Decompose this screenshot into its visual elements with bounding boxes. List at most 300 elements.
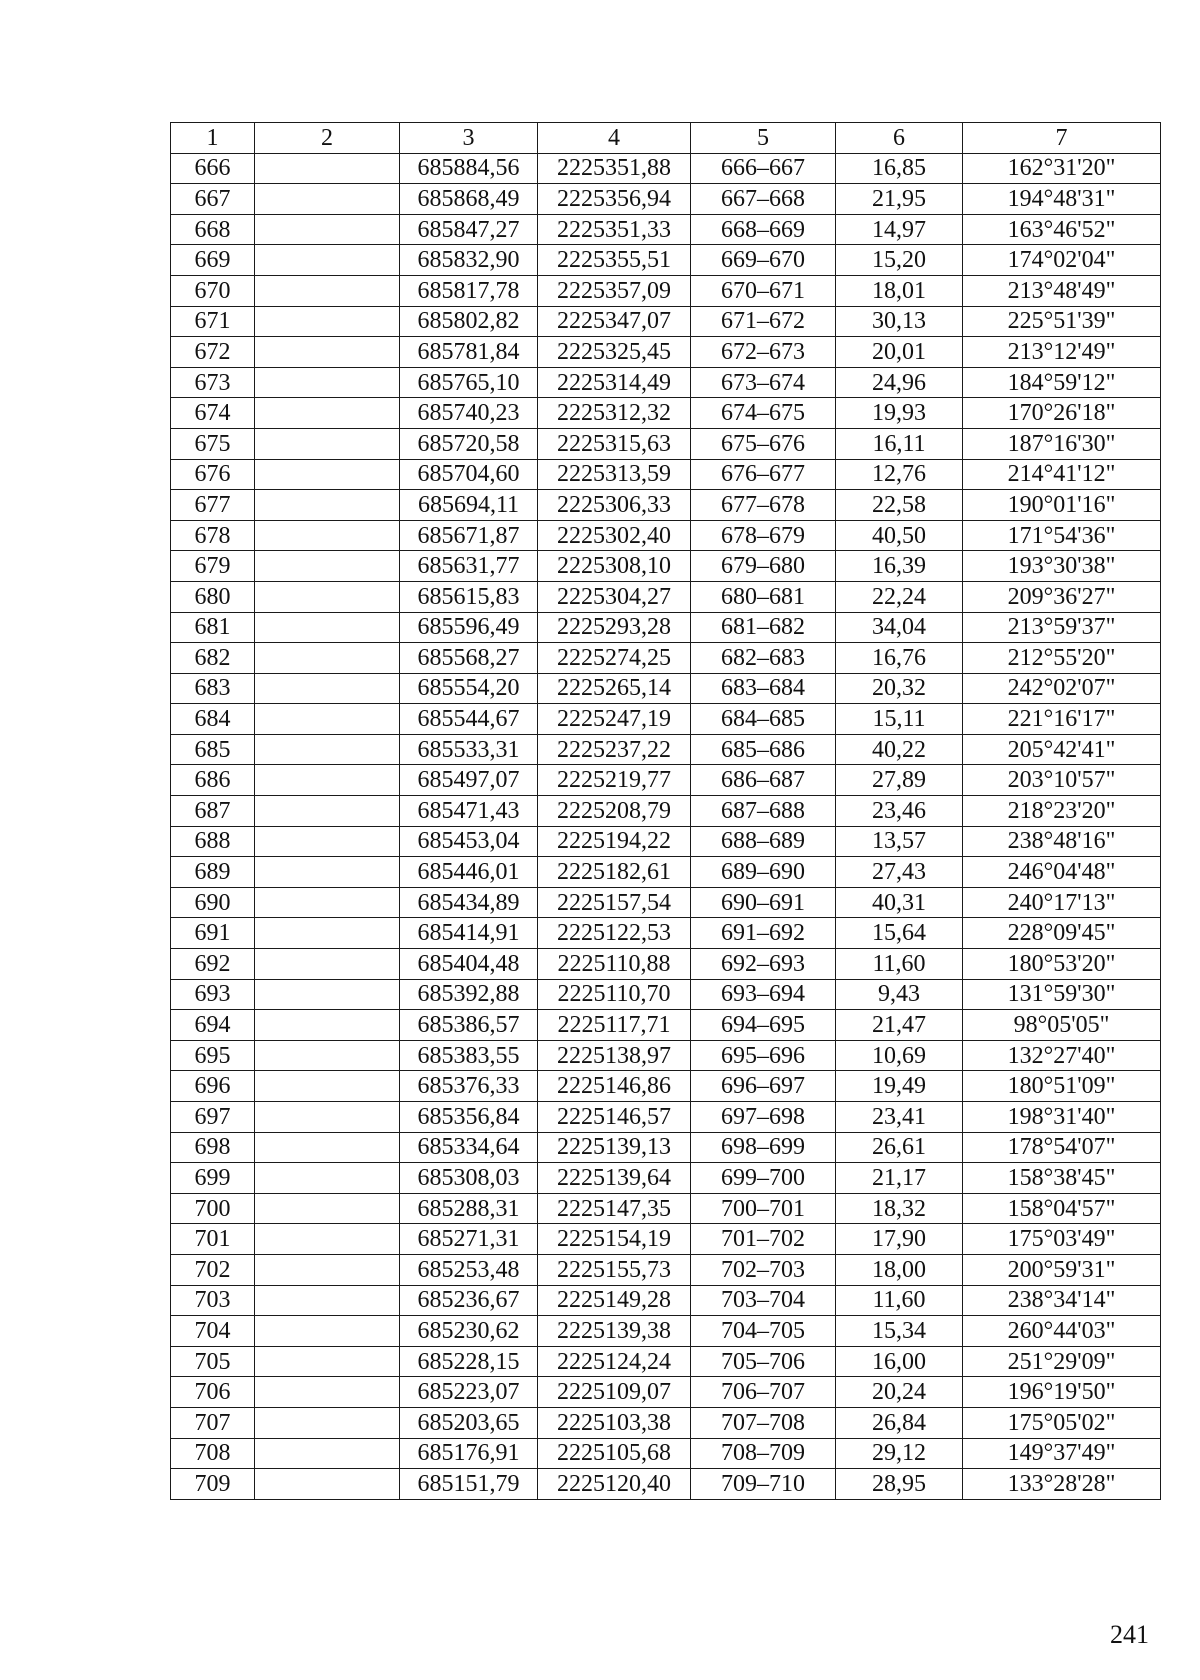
cell-distance: 18,01 bbox=[836, 275, 963, 306]
table-row bbox=[171, 184, 1161, 215]
table-row bbox=[171, 765, 1161, 796]
cell-bearing: 213°59'37" bbox=[963, 612, 1161, 643]
cell-column-2 bbox=[255, 520, 400, 551]
cell-bearing: 180°53'20" bbox=[963, 949, 1161, 980]
cell-point-number: 693 bbox=[171, 979, 255, 1010]
cell-x-coordinate: 685554,20 bbox=[400, 673, 538, 704]
cell-segment: 703–704 bbox=[691, 1285, 836, 1316]
cell-x-coordinate: 685434,89 bbox=[400, 887, 538, 918]
cell-distance: 40,50 bbox=[836, 520, 963, 551]
cell-bearing: 205°42'41" bbox=[963, 734, 1161, 765]
cell-bearing: 133°28'28" bbox=[963, 1469, 1161, 1500]
cell-column-2 bbox=[255, 1438, 400, 1469]
cell-point-number: 688 bbox=[171, 826, 255, 857]
cell-distance: 11,60 bbox=[836, 949, 963, 980]
cell-bearing: 175°05'02" bbox=[963, 1407, 1161, 1438]
header-cell-4: 4 bbox=[538, 123, 691, 154]
cell-y-coordinate: 2225355,51 bbox=[538, 245, 691, 276]
cell-x-coordinate: 685334,64 bbox=[400, 1132, 538, 1163]
cell-y-coordinate: 2225149,28 bbox=[538, 1285, 691, 1316]
header-cell-1: 1 bbox=[171, 123, 255, 154]
cell-x-coordinate: 685497,07 bbox=[400, 765, 538, 796]
cell-y-coordinate: 2225357,09 bbox=[538, 275, 691, 306]
cell-point-number: 667 bbox=[171, 184, 255, 215]
table-row bbox=[171, 1224, 1161, 1255]
cell-point-number: 709 bbox=[171, 1469, 255, 1500]
table-row bbox=[171, 887, 1161, 918]
cell-bearing: 158°38'45" bbox=[963, 1163, 1161, 1194]
cell-bearing: 174°02'04" bbox=[963, 245, 1161, 276]
table-row bbox=[171, 643, 1161, 674]
table-row bbox=[171, 979, 1161, 1010]
cell-x-coordinate: 685631,77 bbox=[400, 551, 538, 582]
cell-segment: 701–702 bbox=[691, 1224, 836, 1255]
cell-segment: 675–676 bbox=[691, 428, 836, 459]
cell-segment: 694–695 bbox=[691, 1010, 836, 1041]
cell-x-coordinate: 685356,84 bbox=[400, 1102, 538, 1133]
cell-bearing: 184°59'12" bbox=[963, 367, 1161, 398]
cell-distance: 16,00 bbox=[836, 1346, 963, 1377]
cell-distance: 24,96 bbox=[836, 367, 963, 398]
cell-point-number: 675 bbox=[171, 428, 255, 459]
cell-point-number: 699 bbox=[171, 1163, 255, 1194]
cell-point-number: 701 bbox=[171, 1224, 255, 1255]
table-row bbox=[171, 1010, 1161, 1041]
cell-point-number: 689 bbox=[171, 857, 255, 888]
page-number: 241 bbox=[1110, 1620, 1149, 1649]
cell-bearing: 203°10'57" bbox=[963, 765, 1161, 796]
cell-y-coordinate: 2225124,24 bbox=[538, 1346, 691, 1377]
cell-y-coordinate: 2225146,86 bbox=[538, 1071, 691, 1102]
cell-segment: 692–693 bbox=[691, 949, 836, 980]
header-cell-6: 6 bbox=[836, 123, 963, 154]
cell-bearing: 221°16'17" bbox=[963, 704, 1161, 735]
cell-bearing: 149°37'49" bbox=[963, 1438, 1161, 1469]
cell-x-coordinate: 685720,58 bbox=[400, 428, 538, 459]
cell-x-coordinate: 685151,79 bbox=[400, 1469, 538, 1500]
cell-segment: 688–689 bbox=[691, 826, 836, 857]
cell-point-number: 684 bbox=[171, 704, 255, 735]
cell-x-coordinate: 685694,11 bbox=[400, 490, 538, 521]
cell-point-number: 685 bbox=[171, 734, 255, 765]
cell-y-coordinate: 2225306,33 bbox=[538, 490, 691, 521]
table-row bbox=[171, 1254, 1161, 1285]
cell-segment: 708–709 bbox=[691, 1438, 836, 1469]
cell-bearing: 218°23'20" bbox=[963, 796, 1161, 827]
cell-bearing: 163°46'52" bbox=[963, 214, 1161, 245]
cell-y-coordinate: 2225315,63 bbox=[538, 428, 691, 459]
cell-y-coordinate: 2225351,88 bbox=[538, 153, 691, 184]
cell-point-number: 694 bbox=[171, 1010, 255, 1041]
cell-point-number: 683 bbox=[171, 673, 255, 704]
table-row bbox=[171, 581, 1161, 612]
cell-y-coordinate: 2225219,77 bbox=[538, 765, 691, 796]
cell-bearing: 214°41'12" bbox=[963, 459, 1161, 490]
cell-point-number: 692 bbox=[171, 949, 255, 980]
cell-bearing: 131°59'30" bbox=[963, 979, 1161, 1010]
cell-distance: 21,47 bbox=[836, 1010, 963, 1041]
cell-distance: 9,43 bbox=[836, 979, 963, 1010]
cell-y-coordinate: 2225139,13 bbox=[538, 1132, 691, 1163]
cell-y-coordinate: 2225274,25 bbox=[538, 643, 691, 674]
cell-point-number: 700 bbox=[171, 1193, 255, 1224]
cell-y-coordinate: 2225105,68 bbox=[538, 1438, 691, 1469]
cell-point-number: 690 bbox=[171, 887, 255, 918]
cell-column-2 bbox=[255, 1040, 400, 1071]
cell-x-coordinate: 685765,10 bbox=[400, 367, 538, 398]
cell-column-2 bbox=[255, 612, 400, 643]
cell-distance: 13,57 bbox=[836, 826, 963, 857]
cell-segment: 707–708 bbox=[691, 1407, 836, 1438]
table-row bbox=[171, 734, 1161, 765]
cell-point-number: 703 bbox=[171, 1285, 255, 1316]
table-row bbox=[171, 551, 1161, 582]
cell-y-coordinate: 2225154,19 bbox=[538, 1224, 691, 1255]
cell-segment: 705–706 bbox=[691, 1346, 836, 1377]
cell-distance: 18,00 bbox=[836, 1254, 963, 1285]
cell-bearing: 194°48'31" bbox=[963, 184, 1161, 215]
cell-bearing: 228°09'45" bbox=[963, 918, 1161, 949]
cell-bearing: 251°29'09" bbox=[963, 1346, 1161, 1377]
cell-bearing: 180°51'09" bbox=[963, 1071, 1161, 1102]
cell-bearing: 198°31'40" bbox=[963, 1102, 1161, 1133]
cell-bearing: 238°34'14" bbox=[963, 1285, 1161, 1316]
cell-point-number: 706 bbox=[171, 1377, 255, 1408]
cell-bearing: 200°59'31" bbox=[963, 1254, 1161, 1285]
cell-bearing: 170°26'18" bbox=[963, 398, 1161, 429]
cell-column-2 bbox=[255, 1163, 400, 1194]
cell-column-2 bbox=[255, 949, 400, 980]
cell-segment: 668–669 bbox=[691, 214, 836, 245]
cell-column-2 bbox=[255, 398, 400, 429]
cell-distance: 26,61 bbox=[836, 1132, 963, 1163]
table-row bbox=[171, 367, 1161, 398]
cell-distance: 15,20 bbox=[836, 245, 963, 276]
cell-segment: 687–688 bbox=[691, 796, 836, 827]
cell-x-coordinate: 685288,31 bbox=[400, 1193, 538, 1224]
cell-y-coordinate: 2225351,33 bbox=[538, 214, 691, 245]
cell-point-number: 677 bbox=[171, 490, 255, 521]
cell-bearing: 98°05'05" bbox=[963, 1010, 1161, 1041]
cell-point-number: 666 bbox=[171, 153, 255, 184]
cell-x-coordinate: 685832,90 bbox=[400, 245, 538, 276]
cell-y-coordinate: 2225347,07 bbox=[538, 306, 691, 337]
cell-segment: 684–685 bbox=[691, 704, 836, 735]
cell-bearing: 225°51'39" bbox=[963, 306, 1161, 337]
cell-segment: 671–672 bbox=[691, 306, 836, 337]
header-cell-5: 5 bbox=[691, 123, 836, 154]
cell-point-number: 681 bbox=[171, 612, 255, 643]
cell-x-coordinate: 685802,82 bbox=[400, 306, 538, 337]
cell-point-number: 680 bbox=[171, 581, 255, 612]
cell-point-number: 698 bbox=[171, 1132, 255, 1163]
table-body bbox=[171, 153, 1161, 1499]
cell-y-coordinate: 2225110,88 bbox=[538, 949, 691, 980]
cell-segment: 706–707 bbox=[691, 1377, 836, 1408]
cell-x-coordinate: 685176,91 bbox=[400, 1438, 538, 1469]
cell-y-coordinate: 2225194,22 bbox=[538, 826, 691, 857]
cell-column-2 bbox=[255, 1285, 400, 1316]
table-row bbox=[171, 704, 1161, 735]
cell-column-2 bbox=[255, 1010, 400, 1041]
cell-segment: 667–668 bbox=[691, 184, 836, 215]
cell-column-2 bbox=[255, 643, 400, 674]
cell-column-2 bbox=[255, 1102, 400, 1133]
cell-column-2 bbox=[255, 826, 400, 857]
cell-segment: 698–699 bbox=[691, 1132, 836, 1163]
cell-y-coordinate: 2225155,73 bbox=[538, 1254, 691, 1285]
cell-distance: 16,85 bbox=[836, 153, 963, 184]
cell-distance: 16,76 bbox=[836, 643, 963, 674]
cell-segment: 676–677 bbox=[691, 459, 836, 490]
cell-segment: 697–698 bbox=[691, 1102, 836, 1133]
table-row bbox=[171, 428, 1161, 459]
table-row bbox=[171, 673, 1161, 704]
cell-distance: 16,39 bbox=[836, 551, 963, 582]
cell-segment: 700–701 bbox=[691, 1193, 836, 1224]
cell-bearing: 246°04'48" bbox=[963, 857, 1161, 888]
cell-point-number: 705 bbox=[171, 1346, 255, 1377]
cell-x-coordinate: 685671,87 bbox=[400, 520, 538, 551]
cell-column-2 bbox=[255, 1407, 400, 1438]
cell-distance: 12,76 bbox=[836, 459, 963, 490]
cell-x-coordinate: 685596,49 bbox=[400, 612, 538, 643]
cell-distance: 27,43 bbox=[836, 857, 963, 888]
cell-bearing: 196°19'50" bbox=[963, 1377, 1161, 1408]
cell-y-coordinate: 2225312,32 bbox=[538, 398, 691, 429]
cell-point-number: 696 bbox=[171, 1071, 255, 1102]
cell-segment: 678–679 bbox=[691, 520, 836, 551]
table-row bbox=[171, 1102, 1161, 1133]
cell-segment: 677–678 bbox=[691, 490, 836, 521]
cell-bearing: 240°17'13" bbox=[963, 887, 1161, 918]
cell-segment: 689–690 bbox=[691, 857, 836, 888]
cell-distance: 15,11 bbox=[836, 704, 963, 735]
table-row bbox=[171, 857, 1161, 888]
cell-column-2 bbox=[255, 1071, 400, 1102]
cell-bearing: 213°48'49" bbox=[963, 275, 1161, 306]
cell-bearing: 175°03'49" bbox=[963, 1224, 1161, 1255]
cell-distance: 22,24 bbox=[836, 581, 963, 612]
table-row bbox=[171, 826, 1161, 857]
cell-segment: 673–674 bbox=[691, 367, 836, 398]
cell-distance: 17,90 bbox=[836, 1224, 963, 1255]
cell-column-2 bbox=[255, 490, 400, 521]
cell-x-coordinate: 685203,65 bbox=[400, 1407, 538, 1438]
cell-y-coordinate: 2225265,14 bbox=[538, 673, 691, 704]
cell-distance: 19,93 bbox=[836, 398, 963, 429]
cell-segment: 690–691 bbox=[691, 887, 836, 918]
cell-point-number: 702 bbox=[171, 1254, 255, 1285]
cell-distance: 19,49 bbox=[836, 1071, 963, 1102]
cell-distance: 30,13 bbox=[836, 306, 963, 337]
table-row bbox=[171, 1407, 1161, 1438]
cell-x-coordinate: 685453,04 bbox=[400, 826, 538, 857]
table-row bbox=[171, 1193, 1161, 1224]
cell-point-number: 678 bbox=[171, 520, 255, 551]
cell-segment: 686–687 bbox=[691, 765, 836, 796]
table-row bbox=[171, 1071, 1161, 1102]
cell-bearing: 132°27'40" bbox=[963, 1040, 1161, 1071]
cell-bearing: 260°44'03" bbox=[963, 1316, 1161, 1347]
cell-y-coordinate: 2225120,40 bbox=[538, 1469, 691, 1500]
cell-distance: 15,64 bbox=[836, 918, 963, 949]
cell-point-number: 707 bbox=[171, 1407, 255, 1438]
cell-segment: 695–696 bbox=[691, 1040, 836, 1071]
table-row bbox=[171, 918, 1161, 949]
cell-x-coordinate: 685544,67 bbox=[400, 704, 538, 735]
cell-y-coordinate: 2225313,59 bbox=[538, 459, 691, 490]
cell-point-number: 704 bbox=[171, 1316, 255, 1347]
cell-column-2 bbox=[255, 734, 400, 765]
cell-x-coordinate: 685884,56 bbox=[400, 153, 538, 184]
cell-x-coordinate: 685414,91 bbox=[400, 918, 538, 949]
cell-y-coordinate: 2225139,38 bbox=[538, 1316, 691, 1347]
cell-y-coordinate: 2225237,22 bbox=[538, 734, 691, 765]
cell-y-coordinate: 2225109,07 bbox=[538, 1377, 691, 1408]
cell-distance: 40,22 bbox=[836, 734, 963, 765]
cell-x-coordinate: 685615,83 bbox=[400, 581, 538, 612]
cell-y-coordinate: 2225117,71 bbox=[538, 1010, 691, 1041]
header-cell-3: 3 bbox=[400, 123, 538, 154]
cell-point-number: 691 bbox=[171, 918, 255, 949]
cell-bearing: 242°02'07" bbox=[963, 673, 1161, 704]
cell-segment: 693–694 bbox=[691, 979, 836, 1010]
cell-column-2 bbox=[255, 581, 400, 612]
cell-segment: 709–710 bbox=[691, 1469, 836, 1500]
cell-column-2 bbox=[255, 306, 400, 337]
cell-bearing: 162°31'20" bbox=[963, 153, 1161, 184]
cell-distance: 21,95 bbox=[836, 184, 963, 215]
cell-segment: 682–683 bbox=[691, 643, 836, 674]
table-row bbox=[171, 398, 1161, 429]
cell-column-2 bbox=[255, 1132, 400, 1163]
cell-distance: 23,41 bbox=[836, 1102, 963, 1133]
cell-y-coordinate: 2225314,49 bbox=[538, 367, 691, 398]
cell-bearing: 171°54'36" bbox=[963, 520, 1161, 551]
cell-y-coordinate: 2225325,45 bbox=[538, 337, 691, 368]
cell-y-coordinate: 2225182,61 bbox=[538, 857, 691, 888]
cell-y-coordinate: 2225110,70 bbox=[538, 979, 691, 1010]
cell-point-number: 686 bbox=[171, 765, 255, 796]
table-row bbox=[171, 1132, 1161, 1163]
cell-x-coordinate: 685817,78 bbox=[400, 275, 538, 306]
cell-point-number: 673 bbox=[171, 367, 255, 398]
cell-x-coordinate: 685740,23 bbox=[400, 398, 538, 429]
cell-column-2 bbox=[255, 857, 400, 888]
cell-x-coordinate: 685446,01 bbox=[400, 857, 538, 888]
cell-distance: 20,01 bbox=[836, 337, 963, 368]
cell-distance: 20,32 bbox=[836, 673, 963, 704]
cell-point-number: 708 bbox=[171, 1438, 255, 1469]
cell-bearing: 158°04'57" bbox=[963, 1193, 1161, 1224]
cell-column-2 bbox=[255, 214, 400, 245]
cell-column-2 bbox=[255, 704, 400, 735]
table-row bbox=[171, 245, 1161, 276]
cell-distance: 22,58 bbox=[836, 490, 963, 521]
cell-x-coordinate: 685471,43 bbox=[400, 796, 538, 827]
cell-column-2 bbox=[255, 337, 400, 368]
cell-column-2 bbox=[255, 1193, 400, 1224]
cell-column-2 bbox=[255, 245, 400, 276]
cell-y-coordinate: 2225122,53 bbox=[538, 918, 691, 949]
cell-x-coordinate: 685868,49 bbox=[400, 184, 538, 215]
cell-column-2 bbox=[255, 367, 400, 398]
table-row bbox=[171, 1469, 1161, 1500]
cell-segment: 685–686 bbox=[691, 734, 836, 765]
cell-column-2 bbox=[255, 153, 400, 184]
cell-point-number: 670 bbox=[171, 275, 255, 306]
cell-y-coordinate: 2225157,54 bbox=[538, 887, 691, 918]
cell-column-2 bbox=[255, 1316, 400, 1347]
table-row bbox=[171, 306, 1161, 337]
cell-column-2 bbox=[255, 184, 400, 215]
cell-x-coordinate: 685230,62 bbox=[400, 1316, 538, 1347]
cell-segment: 681–682 bbox=[691, 612, 836, 643]
cell-y-coordinate: 2225147,35 bbox=[538, 1193, 691, 1224]
cell-column-2 bbox=[255, 673, 400, 704]
cell-segment: 674–675 bbox=[691, 398, 836, 429]
cell-point-number: 668 bbox=[171, 214, 255, 245]
cell-bearing: 213°12'49" bbox=[963, 337, 1161, 368]
cell-bearing: 193°30'38" bbox=[963, 551, 1161, 582]
cell-segment: 680–681 bbox=[691, 581, 836, 612]
table-row bbox=[171, 337, 1161, 368]
cell-column-2 bbox=[255, 551, 400, 582]
cell-distance: 27,89 bbox=[836, 765, 963, 796]
cell-x-coordinate: 685781,84 bbox=[400, 337, 538, 368]
cell-column-2 bbox=[255, 1254, 400, 1285]
cell-bearing: 187°16'30" bbox=[963, 428, 1161, 459]
cell-distance: 29,12 bbox=[836, 1438, 963, 1469]
cell-point-number: 672 bbox=[171, 337, 255, 368]
table-row bbox=[171, 459, 1161, 490]
cell-x-coordinate: 685704,60 bbox=[400, 459, 538, 490]
cell-x-coordinate: 685271,31 bbox=[400, 1224, 538, 1255]
cell-x-coordinate: 685376,33 bbox=[400, 1071, 538, 1102]
cell-x-coordinate: 685228,15 bbox=[400, 1346, 538, 1377]
cell-distance: 23,46 bbox=[836, 796, 963, 827]
cell-y-coordinate: 2225247,19 bbox=[538, 704, 691, 735]
cell-column-2 bbox=[255, 887, 400, 918]
cell-bearing: 190°01'16" bbox=[963, 490, 1161, 521]
cell-distance: 14,97 bbox=[836, 214, 963, 245]
cell-x-coordinate: 685568,27 bbox=[400, 643, 538, 674]
cell-y-coordinate: 2225103,38 bbox=[538, 1407, 691, 1438]
cell-bearing: 178°54'07" bbox=[963, 1132, 1161, 1163]
cell-segment: 691–692 bbox=[691, 918, 836, 949]
cell-column-2 bbox=[255, 275, 400, 306]
cell-distance: 40,31 bbox=[836, 887, 963, 918]
cell-point-number: 697 bbox=[171, 1102, 255, 1133]
table-row bbox=[171, 1163, 1161, 1194]
cell-distance: 28,95 bbox=[836, 1469, 963, 1500]
cell-segment: 666–667 bbox=[691, 153, 836, 184]
cell-bearing: 212°55'20" bbox=[963, 643, 1161, 674]
table-row bbox=[171, 1316, 1161, 1347]
cell-column-2 bbox=[255, 796, 400, 827]
cell-column-2 bbox=[255, 918, 400, 949]
table-row bbox=[171, 796, 1161, 827]
cell-distance: 34,04 bbox=[836, 612, 963, 643]
cell-segment: 704–705 bbox=[691, 1316, 836, 1347]
cell-point-number: 671 bbox=[171, 306, 255, 337]
cell-segment: 670–671 bbox=[691, 275, 836, 306]
cell-x-coordinate: 685404,48 bbox=[400, 949, 538, 980]
cell-segment: 702–703 bbox=[691, 1254, 836, 1285]
cell-y-coordinate: 2225302,40 bbox=[538, 520, 691, 551]
table-row bbox=[171, 1346, 1161, 1377]
